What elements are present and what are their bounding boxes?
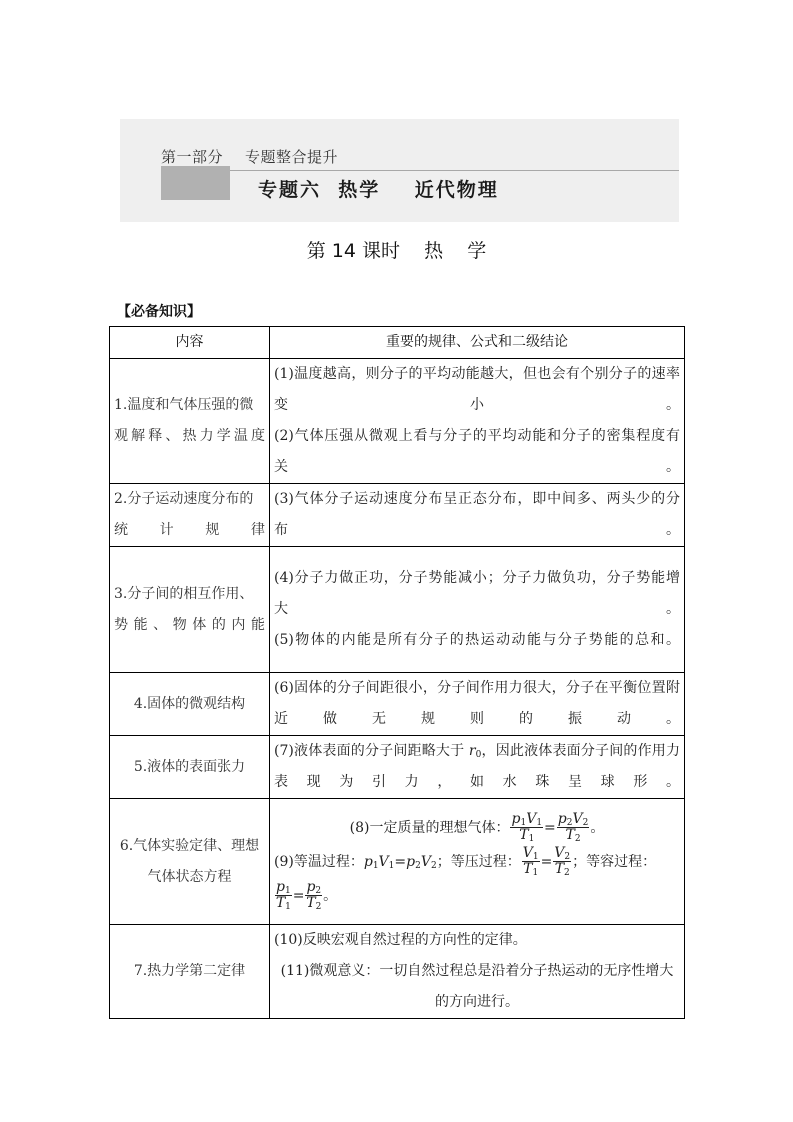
banner-subtitle: 专题整合提升 xyxy=(245,148,339,166)
banner-divider xyxy=(230,170,679,171)
formula-isochoric-left: $\frac{p_1}{T_1}$ xyxy=(275,879,291,912)
banner-gray-block xyxy=(161,166,230,200)
formula-ideal-gas-left: $\frac{p_1V_1}{T_1}$ xyxy=(511,811,543,844)
row-topic: 5.液体的表面张力 xyxy=(110,736,270,799)
banner-topic: 专题六 热学 近代物理 xyxy=(258,179,499,201)
row-topic: 1.温度和气体压强的微观解释、热力学温度 xyxy=(110,359,270,484)
table-row xyxy=(110,925,685,1019)
table-row xyxy=(110,547,685,673)
formula-isobaric-right: $\frac{V_2}{T_2}$ xyxy=(554,845,571,878)
row-points xyxy=(270,799,685,925)
lesson-title: 第 14 课时 热 学 xyxy=(306,240,487,262)
point: (11)微观意义：一切自然过程总是沿着分子热运动的无序性增大的方向进行。 xyxy=(280,963,674,1010)
point: (7)液体表面的分子间距略大于 $r_0$，因此液体表面分子间的作用力表现为引力，如水珠呈球形。 xyxy=(274,743,680,790)
formula-isothermal: $p_1V_1=p_2V_2$ xyxy=(363,853,437,871)
row-topic: 7.热力学第二定律 xyxy=(110,925,270,1019)
point-9-cont: $\frac{p_1}{T_1}$ = $\frac{p_2}{T_2}$ 。 xyxy=(275,879,338,912)
header-content: 内容 xyxy=(110,327,270,359)
point-9: (9)等温过程：$p_1V_1=p_2V_2$；等压过程： $\frac{V_1}{T_1}$ = $\frac{V_2}{T_2}$ ；等容过程： xyxy=(274,845,657,878)
chapter-banner xyxy=(120,119,679,222)
formula-ideal-gas-right: $\frac{p_2V_2}{T_2}$ xyxy=(557,811,589,844)
point: (6)固体的分子间距很小，分子间作用力很大，分子在平衡位置附近做无规则的振动。 xyxy=(274,680,680,727)
table-row xyxy=(110,799,685,925)
point: (4)分子力做正功，分子势能减小；分子力做负功，分子势能增大。 xyxy=(274,570,680,617)
row-topic: 3.分子间的相互作用、势能、物体的内能 xyxy=(110,547,270,673)
row-topic: 4.固体的微观结构 xyxy=(110,673,270,736)
row-points xyxy=(270,547,685,673)
table-row xyxy=(110,484,685,547)
table-row xyxy=(110,736,685,799)
row-points xyxy=(270,359,685,484)
point-8: (8)一定质量的理想气体： $\frac{p_1V_1}{T_1}$ = $\frac{p_2V_2}{T_2}$ 。 xyxy=(349,811,605,844)
row-points xyxy=(270,673,685,736)
row-points xyxy=(270,736,685,799)
banner-part-line xyxy=(161,146,338,167)
row-points xyxy=(270,925,685,1019)
table-row xyxy=(110,359,685,484)
header-rules: 重要的规律、公式和二级结论 xyxy=(270,327,685,359)
point: (1)温度越高，则分子的平均动能越大，但也会有个别分子的速率变小。 xyxy=(274,366,680,413)
table-row xyxy=(110,673,685,736)
row-topic: 6.气体实验定律、理想气体状态方程 xyxy=(110,799,270,925)
row-points xyxy=(270,484,685,547)
formula-isobaric-left: $\frac{V_1}{T_1}$ xyxy=(522,845,539,878)
banner-part: 第一部分 xyxy=(161,148,224,166)
point: (5)物体的内能是所有分子的热运动动能与分子势能的总和。 xyxy=(274,632,680,648)
point: (3)气体分子运动速度分布呈正态分布，即中间多、两头少的分布。 xyxy=(274,491,680,538)
row-topic: 2.分子运动速度分布的统计规律 xyxy=(110,484,270,547)
point: (10)反映宏观自然过程的方向性的定律。 xyxy=(274,932,527,948)
formula-isochoric-right: $\frac{p_2}{T_2}$ xyxy=(306,879,322,912)
section-label: 【必备知识】 xyxy=(117,304,201,320)
knowledge-table xyxy=(109,326,685,1019)
table-header-row xyxy=(110,327,685,359)
point: (2)气体压强从微观上看与分子的平均动能和分子的密集程度有关。 xyxy=(274,428,680,475)
